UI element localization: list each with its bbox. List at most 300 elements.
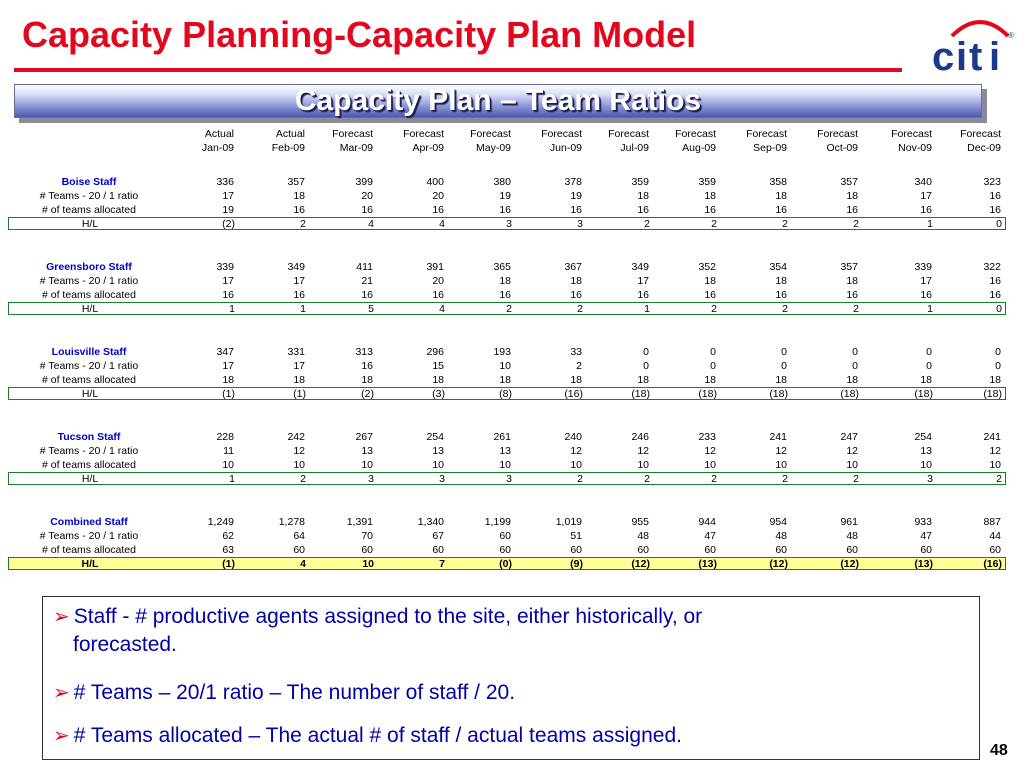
table-cell: 18: [846, 275, 858, 287]
column-header: Aug-09: [682, 142, 716, 154]
table-cell: 340: [914, 176, 932, 188]
row-label: # Teams - 20 / 1 ratio: [39, 530, 139, 542]
table-cell: 7: [439, 558, 445, 570]
table-cell: 47: [920, 530, 932, 542]
row-label: # of teams allocated: [42, 459, 136, 471]
table-cell: 60: [846, 544, 858, 556]
table-cell: 16: [846, 204, 858, 216]
table-cell: 16: [989, 289, 1001, 301]
table-cell: 2: [300, 473, 306, 485]
table-cell: 0: [781, 346, 787, 358]
table-cell: 887: [983, 516, 1001, 528]
table-cell: 10: [432, 459, 444, 471]
staff-row: [8, 515, 1006, 529]
table-cell: 67: [432, 530, 444, 542]
table-cell: 2: [506, 303, 512, 315]
teams-row: [8, 274, 1006, 288]
table-cell: 2: [782, 218, 788, 230]
table-cell: 313: [355, 346, 373, 358]
row-label: # Teams - 20 / 1 ratio: [39, 445, 139, 457]
staff-row: [8, 175, 1006, 189]
table-cell: 0: [995, 360, 1001, 372]
table-cell: 0: [710, 360, 716, 372]
table-cell: 16: [846, 289, 858, 301]
table-cell: 33: [570, 346, 582, 358]
row-label: Combined Staff: [50, 516, 128, 528]
column-header: Forecast: [608, 128, 649, 140]
table-cell: 4: [368, 218, 374, 230]
table-cell: 339: [914, 261, 932, 273]
table-cell: 18: [637, 374, 649, 386]
table-cell: 17: [920, 190, 932, 202]
table-cell: 2: [577, 473, 583, 485]
slide-title: Capacity Planning-Capacity Plan Model: [22, 14, 697, 55]
table-cell: 13: [361, 445, 373, 457]
column-header: Sep-09: [753, 142, 787, 154]
table-cell: (18): [840, 388, 859, 400]
table-cell: 354: [769, 261, 787, 273]
table-cell: 5: [368, 303, 374, 315]
table-cell: 16: [570, 289, 582, 301]
table-cell: 13: [920, 445, 932, 457]
table-cell: 64: [293, 530, 305, 542]
column-header: Nov-09: [898, 142, 932, 154]
column-header: Forecast: [675, 128, 716, 140]
table-cell: 296: [426, 346, 444, 358]
column-header: Actual: [204, 128, 234, 140]
column-header: May-09: [475, 142, 511, 154]
column-header: Oct-09: [826, 142, 858, 154]
column-header: Forecast: [541, 128, 582, 140]
table-cell: 16: [361, 289, 373, 301]
table-cell: 60: [637, 544, 649, 556]
table-cell: 60: [293, 544, 305, 556]
table-cell: 18: [570, 374, 582, 386]
table-cell: 2: [782, 473, 788, 485]
table-cell: 18: [989, 374, 1001, 386]
table-cell: 254: [914, 431, 932, 443]
table-cell: 961: [840, 516, 858, 528]
column-header: Actual: [275, 128, 305, 140]
table-cell: 10: [361, 459, 373, 471]
table-cell: (18): [914, 388, 933, 400]
table-cell: (0): [499, 558, 512, 570]
row-label: H/L: [81, 218, 99, 230]
title-underline: [14, 68, 902, 72]
allocated-row: [8, 543, 1006, 557]
table-cell: 3: [927, 473, 933, 485]
table-cell: 0: [710, 346, 716, 358]
table-cell: 261: [493, 431, 511, 443]
table-cell: 2: [711, 303, 717, 315]
teams-row: [8, 359, 1006, 373]
table-cell: 349: [631, 261, 649, 273]
citi-logo: [922, 10, 1018, 76]
table-cell: 62: [222, 530, 234, 542]
table-cell: 16: [499, 289, 511, 301]
teams-row: [8, 444, 1006, 458]
table-cell: 2: [996, 473, 1002, 485]
table-cell: 2: [853, 303, 859, 315]
table-cell: 60: [989, 544, 1001, 556]
table-cell: 4: [439, 218, 445, 230]
table-cell: 13: [499, 445, 511, 457]
table-cell: 2: [644, 218, 650, 230]
table-cell: 2: [853, 473, 859, 485]
table-cell: 20: [361, 190, 373, 202]
table-cell: (12): [631, 558, 650, 570]
table-cell: 1: [927, 303, 933, 315]
header-row-month: [8, 141, 1006, 155]
row-label: # of teams allocated: [42, 289, 136, 301]
table-cell: 12: [293, 445, 305, 457]
row-label: # of teams allocated: [42, 204, 136, 216]
column-header: Feb-09: [271, 142, 305, 154]
table-cell: 18: [920, 374, 932, 386]
table-cell: 60: [499, 530, 511, 542]
table-cell: 2: [644, 473, 650, 485]
table-cell: 2: [782, 303, 788, 315]
table-cell: 17: [293, 360, 305, 372]
table-cell: 10: [846, 459, 858, 471]
table-cell: 944: [698, 516, 716, 528]
table-cell: 19: [570, 190, 582, 202]
table-cell: (16): [983, 558, 1002, 570]
table-cell: (13): [698, 558, 717, 570]
column-header: Dec-09: [967, 142, 1001, 154]
table-cell: 3: [368, 473, 374, 485]
table-cell: 1,019: [555, 516, 582, 528]
teams-row: [8, 529, 1006, 543]
table-cell: 60: [920, 544, 932, 556]
table-cell: 13: [432, 445, 444, 457]
table-cell: 378: [564, 176, 582, 188]
table-cell: 10: [222, 459, 234, 471]
table-cell: 3: [439, 473, 445, 485]
table-cell: 12: [704, 445, 716, 457]
table-cell: 1: [229, 473, 235, 485]
row-label: H/L: [81, 303, 99, 315]
table-cell: 0: [643, 360, 649, 372]
table-cell: 367: [564, 261, 582, 273]
table-cell: 17: [222, 190, 234, 202]
table-cell: 400: [426, 176, 444, 188]
table-cell: (3): [432, 388, 445, 400]
table-cell: 242: [287, 431, 305, 443]
table-cell: 16: [637, 204, 649, 216]
table-cell: 0: [996, 303, 1002, 315]
hl-row: [8, 387, 1006, 400]
table-cell: 16: [570, 204, 582, 216]
table-cell: 193: [493, 346, 511, 358]
row-label: # of teams allocated: [42, 544, 136, 556]
table-cell: 357: [840, 176, 858, 188]
table-cell: (18): [698, 388, 717, 400]
table-cell: 12: [846, 445, 858, 457]
table-cell: 359: [698, 176, 716, 188]
table-cell: 247: [840, 431, 858, 443]
definition-teams: ➢ # Teams – 20/1 ratio – The number of staff / 20.: [53, 681, 516, 704]
table-cell: 4: [439, 303, 445, 315]
table-cell: 21: [361, 275, 373, 287]
table-cell: (12): [769, 558, 788, 570]
table-cell: 18: [846, 374, 858, 386]
table-cell: 60: [775, 544, 787, 556]
row-label: Tucson Staff: [57, 431, 121, 443]
table-cell: 48: [775, 530, 787, 542]
table-cell: 18: [222, 374, 234, 386]
table-cell: 2: [711, 218, 717, 230]
table-cell: 18: [846, 190, 858, 202]
table-cell: 1: [927, 218, 933, 230]
table-cell: 17: [222, 360, 234, 372]
table-cell: 233: [698, 431, 716, 443]
column-header: Jun-09: [549, 142, 582, 154]
table-cell: 10: [570, 459, 582, 471]
definition-staff-cont: forecasted.: [73, 633, 177, 656]
table-cell: 399: [355, 176, 373, 188]
table-cell: 10: [989, 459, 1001, 471]
table-cell: 322: [983, 261, 1001, 273]
table-cell: 16: [432, 204, 444, 216]
allocated-row: [8, 203, 1006, 217]
table-cell: 18: [637, 190, 649, 202]
table-cell: 411: [356, 261, 373, 273]
table-cell: 0: [926, 346, 932, 358]
table-cell: (2): [222, 218, 235, 230]
table-cell: 60: [499, 544, 511, 556]
table-cell: 0: [996, 218, 1002, 230]
table-cell: 16: [432, 289, 444, 301]
table-cell: 331: [287, 346, 305, 358]
table-cell: 47: [704, 530, 716, 542]
table-cell: 0: [781, 360, 787, 372]
row-label: H/L: [81, 388, 99, 400]
table-cell: 0: [852, 346, 858, 358]
column-header: Forecast: [960, 128, 1001, 140]
teams-row: [8, 189, 1006, 203]
table-cell: 954: [769, 516, 787, 528]
table-cell: 60: [704, 544, 716, 556]
section-banner: [14, 84, 982, 118]
arrow-bullet-icon: ➢: [53, 606, 70, 628]
table-cell: 1,278: [278, 516, 305, 528]
table-cell: 380: [493, 176, 511, 188]
page-number: 48: [990, 742, 1008, 759]
table-cell: 1: [229, 303, 235, 315]
allocated-row: [8, 373, 1006, 387]
table-cell: 246: [631, 431, 649, 443]
table-cell: 63: [222, 544, 234, 556]
table-cell: 16: [637, 289, 649, 301]
staff-row: [8, 345, 1006, 359]
table-cell: 10: [293, 459, 305, 471]
table-cell: (18): [769, 388, 788, 400]
definitions-box: [42, 596, 980, 760]
table-cell: 323: [983, 176, 1001, 188]
row-label: Greensboro Staff: [46, 261, 132, 273]
table-cell: 18: [499, 374, 511, 386]
svg-text:t: t: [969, 35, 983, 76]
table-cell: 955: [631, 516, 649, 528]
table-cell: 347: [216, 346, 234, 358]
allocated-row: [8, 458, 1006, 472]
table-cell: 16: [989, 204, 1001, 216]
table-cell: 19: [499, 190, 511, 202]
table-cell: 241: [983, 431, 1001, 443]
row-label: Boise Staff: [61, 176, 117, 188]
table-cell: 4: [300, 558, 306, 570]
table-cell: 18: [704, 190, 716, 202]
table-cell: 10: [775, 459, 787, 471]
table-cell: 352: [698, 261, 716, 273]
column-header: Forecast: [403, 128, 444, 140]
table-cell: 1,391: [346, 516, 373, 528]
allocated-row: [8, 288, 1006, 302]
table-cell: (12): [840, 558, 859, 570]
table-cell: 44: [989, 530, 1001, 542]
table-cell: 2: [577, 303, 583, 315]
table-cell: 1: [644, 303, 650, 315]
table-cell: 228: [216, 431, 234, 443]
table-cell: 19: [222, 204, 234, 216]
table-cell: 0: [643, 346, 649, 358]
table-cell: (18): [631, 388, 650, 400]
row-label: H/L: [81, 473, 99, 485]
table-cell: 60: [432, 544, 444, 556]
table-cell: 16: [775, 289, 787, 301]
column-header: Jul-09: [620, 142, 649, 154]
table-cell: 16: [704, 289, 716, 301]
svg-text:i: i: [989, 35, 1001, 76]
column-header: Jan-09: [201, 142, 234, 154]
table-cell: 18: [570, 275, 582, 287]
table-cell: (16): [564, 388, 583, 400]
table-cell: 48: [846, 530, 858, 542]
table-cell: 0: [852, 360, 858, 372]
staff-row: [8, 430, 1006, 444]
table-cell: 18: [775, 190, 787, 202]
table-cell: 60: [570, 544, 582, 556]
table-cell: 18: [704, 374, 716, 386]
table-cell: 349: [287, 261, 305, 273]
table-cell: 18: [432, 374, 444, 386]
table-cell: 3: [506, 473, 512, 485]
table-cell: 10: [637, 459, 649, 471]
table-cell: 51: [570, 530, 582, 542]
table-cell: (8): [499, 388, 512, 400]
table-cell: 11: [223, 445, 234, 457]
table-cell: 18: [293, 190, 305, 202]
staff-row: [8, 260, 1006, 274]
table-cell: 15: [432, 360, 444, 372]
table-cell: (9): [570, 558, 583, 570]
table-cell: 10: [704, 459, 716, 471]
column-header: Mar-09: [339, 142, 373, 154]
table-cell: 18: [293, 374, 305, 386]
table-cell: (18): [983, 388, 1002, 400]
table-cell: 16: [361, 204, 373, 216]
table-cell: 16: [775, 204, 787, 216]
hl-row: [8, 302, 1006, 315]
table-cell: 12: [637, 445, 649, 457]
svg-text:®: ®: [1008, 31, 1014, 40]
definition-teams-allocated: ➢ # Teams allocated – The actual # of staff / actual teams assigned.: [53, 724, 682, 747]
table-cell: 339: [216, 261, 234, 273]
table-cell: 16: [293, 289, 305, 301]
table-cell: 18: [704, 275, 716, 287]
row-label: # Teams - 20 / 1 ratio: [39, 275, 139, 287]
table-cell: 60: [361, 544, 373, 556]
table-cell: 16: [222, 289, 234, 301]
table-cell: 358: [769, 176, 787, 188]
logo-arc-icon: [952, 22, 1008, 36]
table-cell: 1: [300, 303, 306, 315]
table-cell: 2: [576, 360, 582, 372]
header-row-type: [8, 127, 1006, 141]
hl-row: [8, 557, 1006, 570]
table-cell: 16: [920, 204, 932, 216]
table-cell: 70: [361, 530, 373, 542]
column-header: Forecast: [332, 128, 373, 140]
arrow-bullet-icon: ➢: [53, 725, 70, 747]
row-label: Louisville Staff: [51, 346, 127, 358]
table-cell: 359: [631, 176, 649, 188]
row-label: # Teams - 20 / 1 ratio: [39, 360, 139, 372]
table-cell: 18: [499, 275, 511, 287]
hl-row: [8, 217, 1006, 230]
table-cell: 18: [361, 374, 373, 386]
table-cell: (2): [361, 388, 374, 400]
table-cell: 17: [637, 275, 649, 287]
column-header: Forecast: [891, 128, 932, 140]
table-cell: 16: [920, 289, 932, 301]
table-cell: 3: [506, 218, 512, 230]
table-cell: 267: [355, 431, 373, 443]
column-header: Apr-09: [412, 142, 444, 154]
table-cell: 12: [570, 445, 582, 457]
table-cell: 336: [216, 176, 234, 188]
column-header: Forecast: [817, 128, 858, 140]
svg-text:i: i: [956, 35, 968, 76]
table-cell: 16: [499, 204, 511, 216]
table-cell: 933: [914, 516, 932, 528]
table-cell: (1): [293, 388, 306, 400]
table-cell: (1): [222, 558, 235, 570]
table-cell: (13): [914, 558, 933, 570]
table-cell: 18: [775, 374, 787, 386]
row-label: H/L: [81, 558, 99, 570]
row-label: # Teams - 20 / 1 ratio: [39, 190, 139, 202]
banner-title: Capacity Plan – Team Ratios: [294, 84, 702, 117]
capacity-table: [8, 127, 1006, 570]
table-cell: 16: [293, 204, 305, 216]
table-cell: 2: [853, 218, 859, 230]
table-cell: 2: [711, 473, 717, 485]
table-cell: 391: [426, 261, 444, 273]
table-cell: 20: [432, 275, 444, 287]
table-cell: 1,340: [417, 516, 444, 528]
table-cell: 17: [222, 275, 234, 287]
table-cell: 365: [493, 261, 511, 273]
table-cell: 17: [920, 275, 932, 287]
table-cell: 241: [769, 431, 787, 443]
column-header: Forecast: [746, 128, 787, 140]
table-cell: 357: [840, 261, 858, 273]
table-cell: 240: [564, 431, 582, 443]
definition-staff: ➢ Staff - # productive agents assigned to the site, either historically, or: [53, 605, 703, 628]
table-cell: 12: [775, 445, 787, 457]
